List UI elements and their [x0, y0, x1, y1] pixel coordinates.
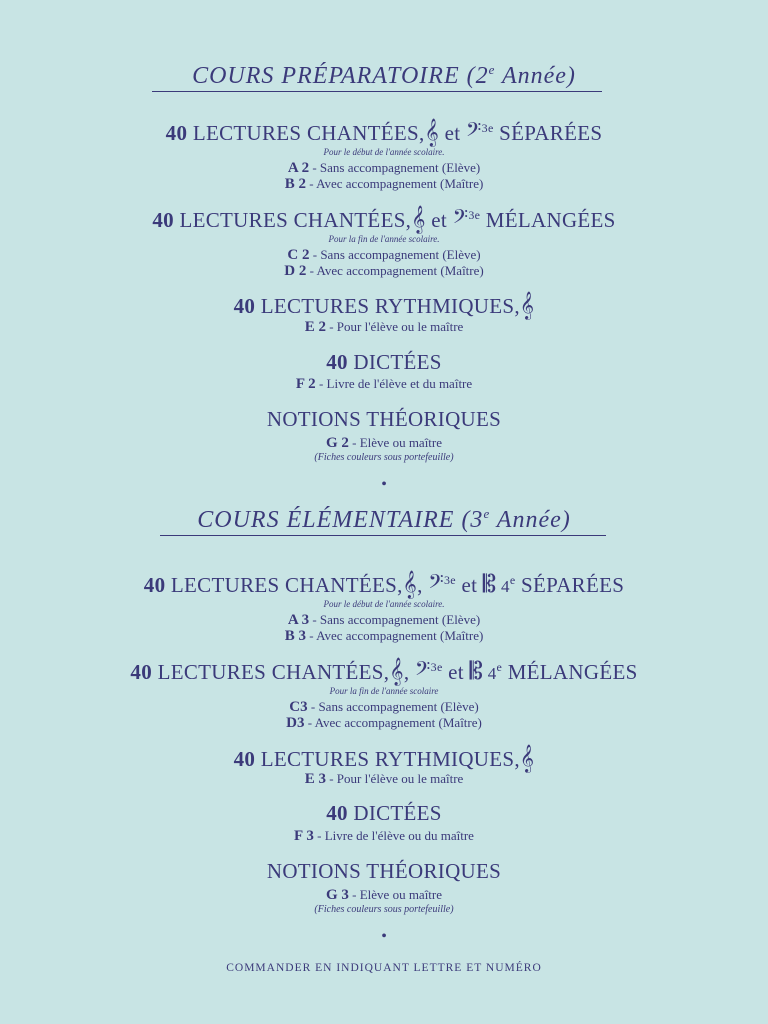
item-code: A 2	[287, 160, 310, 176]
item-text: - Avec accompagnement (Maître)	[305, 176, 484, 191]
item-code: C 2	[287, 247, 310, 263]
item-text: - Sans accompagnement (Elève)	[309, 160, 481, 175]
item-code: F 2	[295, 376, 316, 392]
section-heading-preparatoire	[0, 62, 768, 90]
item-text: - Pour l'élève ou le maître	[325, 319, 464, 334]
bass-clef-icon: 𝄢	[428, 570, 444, 598]
block-title	[0, 291, 768, 319]
item-text: - Sans accompagnement (Elève)	[307, 699, 479, 714]
clef-sup: 3e	[430, 660, 443, 674]
c-clef-icon: 𝄡	[482, 570, 497, 598]
bass-clef-icon: 𝄢	[465, 118, 482, 146]
clef-number: 4	[496, 577, 510, 596]
title-text: NOTIONS THÉORIQUES	[266, 859, 502, 883]
item-code: B 3	[284, 628, 306, 644]
item-code: E 3	[304, 771, 326, 787]
order-instructions: COMMANDER EN INDIQUANT LETTRE ET NUMÉRO	[226, 962, 542, 974]
block-title	[0, 801, 768, 826]
block-note: Pour la fin de l'année scolaire	[329, 686, 439, 696]
title-joiner: ,	[403, 660, 415, 684]
bass-clef-icon: 𝄢	[452, 205, 469, 233]
c-clef-icon: 𝄡	[469, 657, 484, 685]
block-note: Pour la fin de l'année scolaire.	[328, 234, 440, 244]
clef-sup: 3e	[468, 208, 481, 222]
block-note: Pour le début de l'année scolaire.	[323, 147, 445, 157]
course-name: COURS ÉLÉMENTAIRE	[197, 507, 455, 533]
clef-sup: e	[509, 573, 516, 587]
item-text: - Sans accompagnement (Elève)	[309, 612, 481, 627]
item-text: - Avec accompagnement (Maître)	[304, 715, 482, 730]
item-text: - Avec accompagnement (Maître)	[306, 263, 484, 278]
block-number: 40	[152, 208, 174, 232]
clef-sup: e	[496, 660, 503, 674]
item-text: - Sans accompagnement (Elève)	[309, 247, 481, 262]
title-text: LECTURES CHANTÉES,	[187, 121, 425, 145]
year-sup: e	[488, 62, 496, 77]
title-joiner: et	[442, 660, 470, 684]
block-number: 40	[233, 747, 256, 771]
title-text: NOTIONS THÉORIQUES	[266, 407, 502, 431]
treble-clef-icon: 𝄞	[519, 744, 535, 772]
title-joiner: et	[455, 573, 483, 597]
block-title	[0, 570, 768, 598]
list-item	[0, 263, 768, 279]
item-text: - Elève ou maître	[348, 435, 443, 450]
item-code: A 3	[287, 612, 310, 628]
title-joiner: ,	[417, 573, 429, 597]
item-code: B 2	[284, 176, 306, 192]
separator-dot: •	[381, 928, 387, 945]
item-code: D3	[286, 715, 305, 731]
separator-dot: •	[381, 476, 387, 493]
block-number: 40	[143, 573, 166, 597]
block-extra: (Fiches couleurs sous portefeuille)	[314, 452, 454, 463]
block-note: Pour le début de l'année scolaire.	[323, 599, 445, 609]
section-heading-elementaire	[0, 506, 768, 534]
block-title	[0, 657, 768, 685]
bass-clef-icon: 𝄢	[414, 657, 431, 685]
item-text: - Avec accompagnement (Maître)	[305, 628, 484, 643]
block-number: 40	[165, 121, 188, 145]
list-item	[0, 160, 768, 176]
item-text: - Livre de l'élève ou du maître	[313, 828, 474, 843]
block-title	[0, 744, 768, 772]
course-name: COURS PRÉPARATOIRE	[192, 63, 460, 89]
item-code: G 3	[325, 887, 349, 903]
item-code: D 2	[284, 263, 307, 279]
clef-number: 4	[483, 664, 497, 683]
list-item	[0, 612, 768, 628]
block-number: 40	[130, 660, 153, 684]
treble-clef-icon: 𝄞	[402, 570, 418, 598]
block-title	[0, 407, 768, 432]
list-item	[0, 319, 768, 335]
title-text: LECTURES RYTHMIQUES,	[255, 747, 520, 771]
list-item	[0, 699, 768, 715]
list-item	[0, 628, 768, 644]
clef-sup: 3e	[481, 121, 494, 135]
block-title	[0, 205, 768, 233]
item-code: F 3	[294, 828, 314, 844]
block-title	[0, 350, 768, 375]
item-text: - Livre de l'élève et du maître	[315, 376, 473, 391]
block-number: 40	[326, 350, 348, 374]
list-item	[0, 376, 768, 392]
title-text: LECTURES CHANTÉES,	[152, 660, 390, 684]
treble-clef-icon: 𝄞	[424, 118, 440, 146]
item-code: E 2	[304, 319, 326, 335]
title-text: DICTÉES	[347, 801, 442, 825]
list-item	[0, 771, 768, 787]
block-extra: (Fiches couleurs sous portefeuille)	[314, 904, 454, 915]
title-text: MÉLANGÉES	[480, 208, 616, 232]
title-text: MÉLANGÉES	[502, 660, 638, 684]
treble-clef-icon: 𝄞	[389, 657, 404, 685]
treble-clef-icon: 𝄞	[519, 291, 535, 319]
clef-sup: 3e	[444, 573, 456, 587]
block-number: 40	[326, 801, 348, 825]
title-text: SÉPARÉES	[493, 121, 603, 145]
item-code: C3	[289, 699, 308, 715]
title-text: LECTURES RYTHMIQUES,	[255, 294, 520, 318]
block-number: 40	[233, 294, 256, 318]
item-code: G 2	[325, 435, 349, 451]
list-item	[0, 435, 768, 451]
title-joiner: et	[425, 208, 453, 232]
title-joiner: et	[439, 121, 466, 145]
title-text: LECTURES CHANTÉES,	[173, 208, 412, 232]
list-item	[0, 715, 768, 731]
item-text: - Pour l'élève ou le maître	[325, 771, 464, 786]
year-sup: e	[483, 506, 491, 521]
list-item	[0, 887, 768, 903]
list-item	[0, 247, 768, 263]
heading-rule	[152, 91, 602, 92]
item-text: - Elève ou maître	[348, 887, 443, 902]
title-text: SÉPARÉES	[515, 573, 625, 597]
year-open: (3	[461, 507, 484, 533]
year-open: (2	[466, 63, 489, 89]
treble-clef-icon: 𝄞	[411, 205, 426, 233]
block-title	[0, 118, 768, 146]
block-title	[0, 859, 768, 884]
title-text: LECTURES CHANTÉES,	[165, 573, 403, 597]
list-item	[0, 176, 768, 192]
list-item	[0, 828, 768, 844]
heading-rule	[160, 535, 606, 536]
title-text: DICTÉES	[347, 350, 442, 374]
year-close: Année)	[495, 63, 576, 89]
year-close: Année)	[490, 507, 571, 533]
